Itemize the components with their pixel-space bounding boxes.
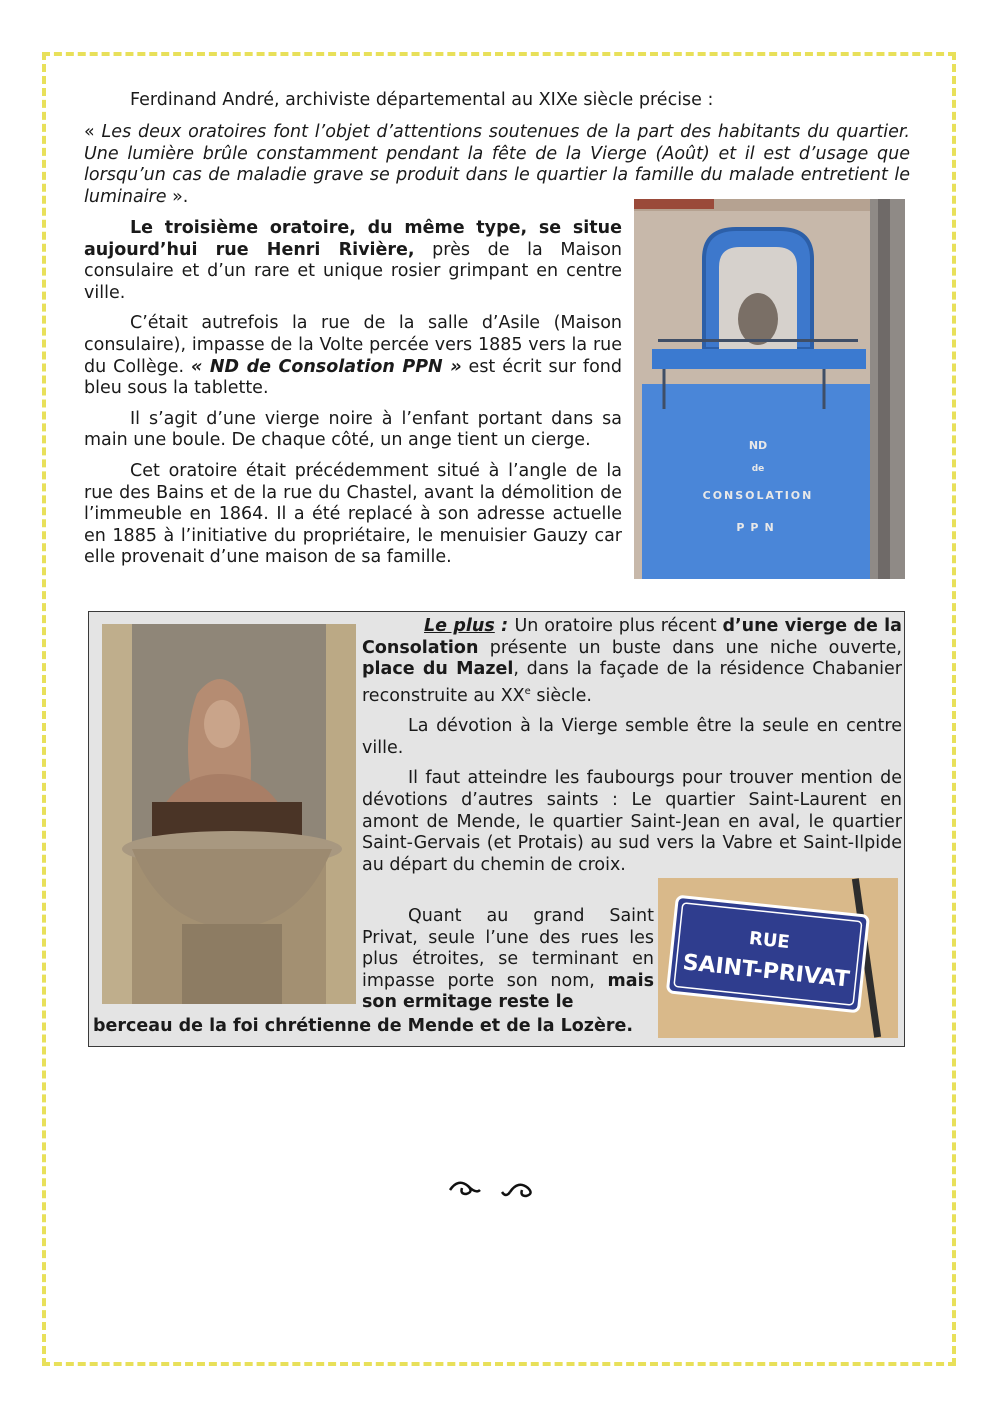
former-street-text: C’était autrefois la rue de la salle d’Asile (Maison consulaire), impasse de la Volte percée vers 1885 vers la rue du Collège. bbox=[84, 313, 622, 377]
oratory-photo bbox=[634, 199, 905, 579]
sign-consolation: CONSOLATION bbox=[702, 489, 814, 502]
paragraph-third-oratory bbox=[84, 218, 622, 304]
street-sign-photo bbox=[658, 878, 898, 1038]
saint-privat-paragraph bbox=[362, 906, 654, 1014]
paragraph-history: Cet oratoire était précédemment situé à l’angle de la rue des Bains et de la rue du Chastel, avant la démolition de l’immeuble en 1864. Il a été replacé à son adresse actuelle en 1885 à l’initiative du propriétaire, le menuisier Gauzy car elle provenait d’une maison de sa famille. bbox=[84, 460, 622, 568]
devotion-paragraph: La dévotion à la Vierge semble être la seule en centre ville. bbox=[362, 716, 902, 758]
le-plus-text bbox=[362, 616, 902, 885]
faubourgs-paragraph bbox=[362, 768, 902, 876]
sign-saint-privat: SAINT-PRIVAT bbox=[681, 950, 851, 993]
third-oratory-rest: près de la Maison consulaire et d’un rare et unique rosier grimpant en centre ville. bbox=[84, 239, 622, 303]
le-plus-label: Le plus bbox=[424, 616, 495, 636]
le-plus-p1d: place du Mazel bbox=[362, 659, 514, 680]
quote-close: ». bbox=[166, 186, 189, 207]
third-oratory-bold: Le troisième oratoire, du même type, se situe aujourd’hui rue Henri Rivière, bbox=[84, 218, 622, 260]
le-plus-colon: : bbox=[494, 616, 515, 636]
former-street-end: est écrit sur fond bleu sous la tablette. bbox=[84, 356, 623, 399]
saint-privat-a: Quant au grand Saint Privat, seule l’une des rues les plus étroites, se terminant en impasse porte son nom, bbox=[362, 906, 654, 991]
le-plus-p1c: présente un buste dans une niche ouverte, bbox=[478, 637, 902, 658]
berceau-line: berceau de la foi chrétienne de Mende et de la Lozère. bbox=[93, 1016, 633, 1036]
le-plus-paragraph bbox=[362, 616, 902, 707]
sign-nd: ND bbox=[748, 439, 768, 452]
sign-rue: RUE bbox=[747, 927, 791, 954]
quote-text: Les deux oratoires font l’objet d’attentions soutenues de la part des habitants du quartier. Une lumière brûle constamment pendant la fête de la Vierge (Août) et il est d’usage que lorsqu’un cas de maladie grave se produit dans le quartier la famille du malade entretient le luminaire bbox=[84, 122, 910, 207]
sign-de: de bbox=[751, 464, 765, 474]
main-column bbox=[84, 218, 622, 578]
quote-open: « bbox=[84, 122, 102, 142]
saint-privat-b: mais son ermitage reste le bbox=[362, 970, 654, 1013]
le-plus-p1a: Un oratoire plus récent bbox=[514, 616, 723, 636]
quote-paragraph bbox=[84, 122, 910, 208]
intro-line: Ferdinand André, archiviste départemental au XIXe siècle précise : bbox=[130, 90, 714, 110]
sign-ppn: PPN bbox=[736, 521, 780, 534]
paragraph-former-street bbox=[84, 313, 622, 399]
le-plus-p1b: d’une vierge de la Consolation bbox=[362, 616, 902, 658]
ornament-flourish bbox=[440, 1172, 560, 1202]
consolation-inscription: « ND de Consolation PPN » bbox=[191, 356, 462, 377]
paragraph-black-virgin: Il s’agit d’une vierge noire à l’enfant portant dans sa main une boule. De chaque côté, un ange tient un cierge. bbox=[84, 408, 622, 451]
le-plus-sup: e bbox=[524, 685, 531, 697]
le-plus-p1e: , dans la façade de la résidence Chabanier reconstruite au XX bbox=[362, 659, 902, 706]
faubourgs-text: Il faut atteindre les faubourgs pour trouver mention de dévotions d’autres saints : Le quartier Saint-Laurent en amont de Mende, le quartier Saint-Jean en aval, le quartier Saint-Gervais (et Protais) au sud vers la Vabre et Saint-Ilpide au départ du chemin de croix. bbox=[362, 768, 902, 875]
le-plus-p1f: siècle. bbox=[530, 685, 592, 706]
virgin-bust-photo bbox=[102, 624, 356, 1004]
saint-privat-text bbox=[362, 906, 654, 1023]
